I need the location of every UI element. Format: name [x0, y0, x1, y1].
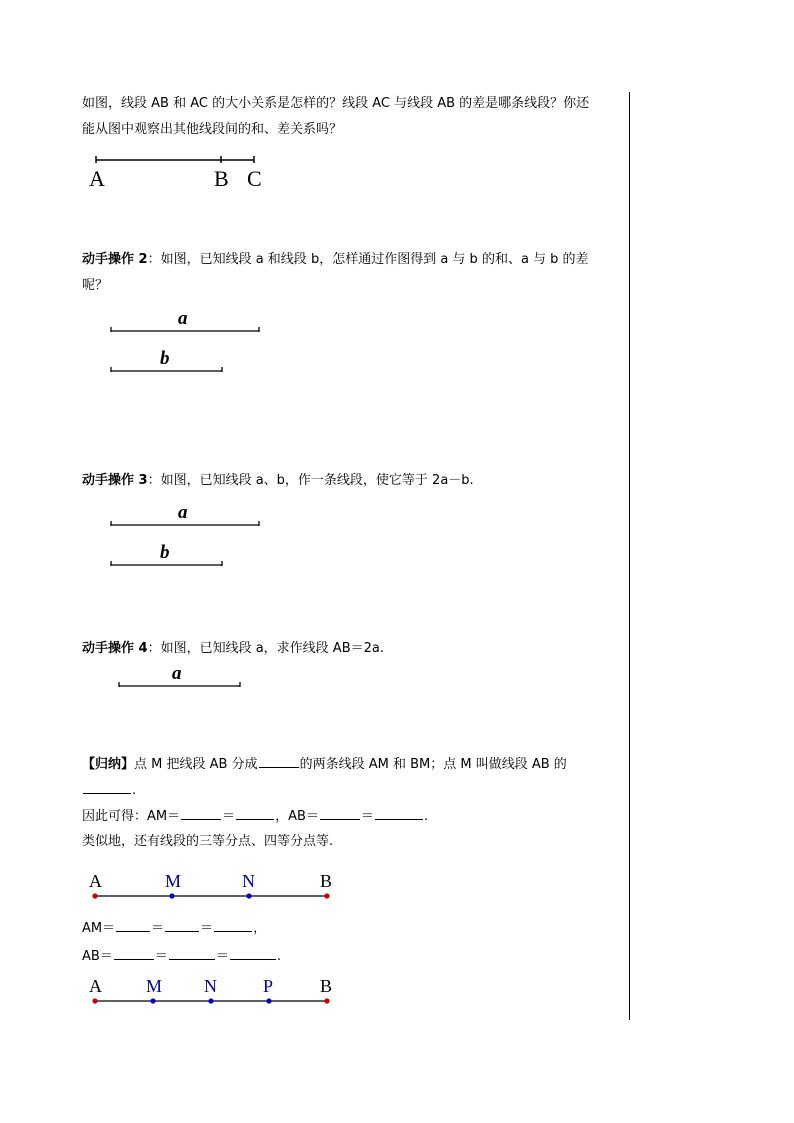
quad-label-m: M: [146, 976, 163, 996]
label-a: A: [89, 166, 105, 191]
summary-part-1: 点 M 把线段 AB 分成: [134, 757, 258, 772]
trisect-figure: [92, 893, 329, 898]
summary-line-2: [82, 806, 428, 827]
fill-blank[interactable]: [230, 946, 276, 960]
fill-blank[interactable]: [169, 946, 215, 960]
fill-blank[interactable]: [165, 918, 199, 932]
op4-paragraph: [82, 639, 384, 659]
point-m-dot: [169, 893, 174, 898]
op2-segments: [111, 327, 259, 372]
point-b-dot: [324, 893, 329, 898]
op4-label-a: a: [172, 663, 182, 684]
summary-end: .: [132, 783, 137, 798]
op3-segments: [111, 521, 259, 566]
point-b-dot: [324, 998, 329, 1003]
trisect-label-b: B: [320, 871, 333, 891]
am-prefix: AM＝: [82, 921, 116, 936]
summary-line-3: 类似地，还有线段的三等分点、四等分点等.: [82, 834, 334, 849]
fill-blank[interactable]: [320, 806, 360, 820]
label-b: B: [214, 166, 229, 191]
segment-abc-figure: [96, 156, 254, 163]
ab-prefix: AB＝: [82, 949, 113, 964]
eq-sign: ＝: [154, 949, 168, 964]
trisect-am-line: [82, 918, 266, 939]
summary-ab-prefix: ，AB＝: [275, 809, 319, 824]
fill-blank[interactable]: [181, 806, 221, 820]
period: .: [423, 809, 429, 824]
op4-title: 动手操作 4: [82, 641, 148, 656]
period: .: [276, 949, 281, 964]
op2-text: ：如图，已知线段 a 和线段 b，怎样通过作图得到 a 与 b 的和、a 与 b 的差: [147, 252, 589, 267]
summary-bracket: 【归纳】: [82, 757, 135, 772]
quad-label-a: A: [89, 976, 102, 996]
eq-sign: ＝: [151, 921, 165, 936]
point-n-dot: [208, 998, 213, 1003]
summary-line-1: [82, 754, 567, 775]
fill-blank[interactable]: [236, 806, 274, 820]
fill-blank[interactable]: [375, 806, 423, 820]
label-c: C: [247, 166, 262, 191]
quad-label-b: B: [320, 976, 333, 996]
point-m-dot: [150, 998, 155, 1003]
op2-label-b: b: [160, 348, 170, 369]
op3-paragraph: [82, 471, 474, 491]
point-n-dot: [246, 893, 251, 898]
eq-sign: ＝: [215, 949, 229, 964]
trisect-ab-line: [82, 946, 281, 967]
op2-label-a: a: [178, 308, 188, 329]
eq-sign: ＝: [200, 921, 214, 936]
op2-title: 动手操作 2: [82, 252, 148, 267]
op3-text: ：如图，已知线段 a、b，作一条线段，使它等于 2a－b.: [147, 473, 474, 488]
trisect-label-a: A: [89, 871, 102, 891]
comma: ，: [253, 921, 267, 936]
summary-line-1b: [82, 780, 136, 801]
op3-title: 动手操作 3: [82, 473, 148, 488]
summary-am-prefix: 因此可得：AM＝: [82, 809, 181, 824]
fill-blank[interactable]: [214, 918, 252, 932]
op2-line-2: 呢？: [82, 278, 109, 293]
fill-blank[interactable]: [83, 780, 131, 794]
op4-text: ：如图，已知线段 a，求作线段 AB＝2a.: [147, 641, 384, 656]
trisect-label-m: M: [165, 871, 182, 891]
summary-part-2: 的两条线段 AM 和 BM；点 M 叫做线段 AB 的: [299, 757, 567, 772]
intro-line-2: 能从图中观察出其他线段间的和、差关系吗？: [82, 122, 343, 137]
quad-label-n: N: [204, 976, 217, 996]
intro-line-1: 如图，线段 AB 和 AC 的大小关系是怎样的？线段 AC 与线段 AB 的差是哪条线段？你还: [82, 96, 590, 111]
eq-sign: ＝: [222, 809, 236, 824]
op3-label-b: b: [160, 542, 170, 563]
point-p-dot: [266, 998, 271, 1003]
quad-label-p: P: [263, 976, 274, 996]
op2-paragraph: [82, 250, 589, 270]
point-a-dot: [92, 893, 97, 898]
point-a-dot: [92, 998, 97, 1003]
op3-label-a: a: [178, 502, 188, 523]
fill-blank[interactable]: [114, 946, 154, 960]
trisect-label-n: N: [242, 871, 255, 891]
eq-sign: ＝: [360, 809, 374, 824]
quad-figure: [92, 998, 329, 1003]
fill-blank[interactable]: [116, 918, 150, 932]
fill-blank[interactable]: [259, 754, 299, 768]
